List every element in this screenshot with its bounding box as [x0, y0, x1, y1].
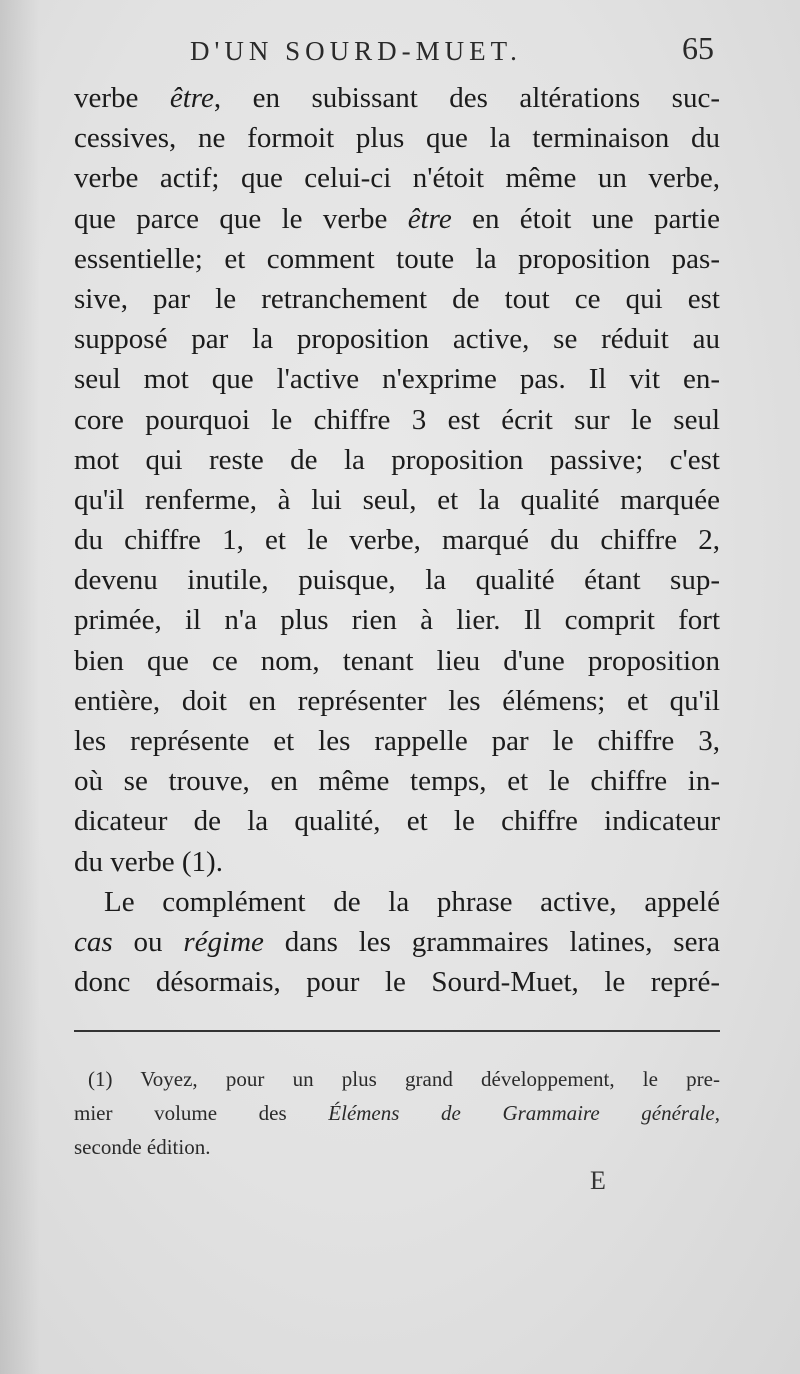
footnote-line: seconde édition.	[74, 1135, 211, 1159]
text-line: seul mot que l'active n'exprime pas. Il vit en-	[74, 363, 720, 396]
text-line: bien que ce nom, tenant lieu d'une proposition	[74, 644, 720, 677]
text-line: que parce que le verbe être en étoit une partie	[74, 202, 720, 235]
text-line: cas ou régime dans les grammaires latines, sera	[74, 925, 720, 958]
text-line: du chiffre 1, et le verbe, marqué du chiffre 2,	[74, 524, 720, 557]
text-line: les représente et les rappelle par le chiffre 3,	[74, 725, 720, 757]
text-line: verbe actif; que celui-ci n'étoit même un verbe,	[74, 162, 720, 195]
text-line: où se trouve, en même temps, et le chiffre in-	[74, 765, 720, 798]
text-line: essentielle; et comment toute la proposition pas-	[74, 242, 720, 275]
footnote-rule	[74, 1030, 720, 1032]
footnote-line: mier volume des Élémens de Grammaire générale,	[74, 1101, 720, 1125]
text-line: mot qui reste de la proposition passive; c'est	[74, 443, 720, 476]
footnote	[74, 1062, 720, 1164]
text-line: Le complément de la phrase active, appelé	[104, 885, 720, 918]
catchword: E	[590, 1166, 606, 1195]
page-number: 65	[682, 30, 714, 66]
running-head-title: D'UN SOURD-MUET.	[190, 36, 522, 66]
text-line: du verbe (1).	[74, 845, 223, 878]
text-line: verbe être, en subissant des altérations suc-	[74, 82, 720, 114]
text-line: qu'il renferme, à lui seul, et la qualité marquée	[74, 483, 720, 516]
text-line: primée, il n'a plus rien à lier. Il comprit fort	[74, 604, 720, 637]
text-line: supposé par la proposition active, se réduit au	[74, 323, 720, 356]
text-line: cessives, ne formoit plus que la terminaison du	[74, 122, 720, 155]
footnote-line: (1) Voyez, pour un plus grand développement, le pre-	[88, 1067, 720, 1091]
gutter-shadow	[0, 0, 40, 1374]
body-text	[74, 78, 720, 1002]
text-line: donc désormais, pour le Sourd-Muet, le repré-	[74, 966, 720, 999]
text-line: entière, doit en représenter les élémens; et qu'il	[74, 684, 720, 717]
text-line: dicateur de la qualité, et le chiffre indicateur	[74, 805, 720, 838]
text-line: devenu inutile, puisque, la qualité étant sup-	[74, 564, 720, 597]
running-head	[0, 28, 800, 68]
text-line: core pourquoi le chiffre 3 est écrit sur le seul	[74, 403, 720, 436]
text-line: sive, par le retranchement de tout ce qui est	[74, 282, 720, 315]
